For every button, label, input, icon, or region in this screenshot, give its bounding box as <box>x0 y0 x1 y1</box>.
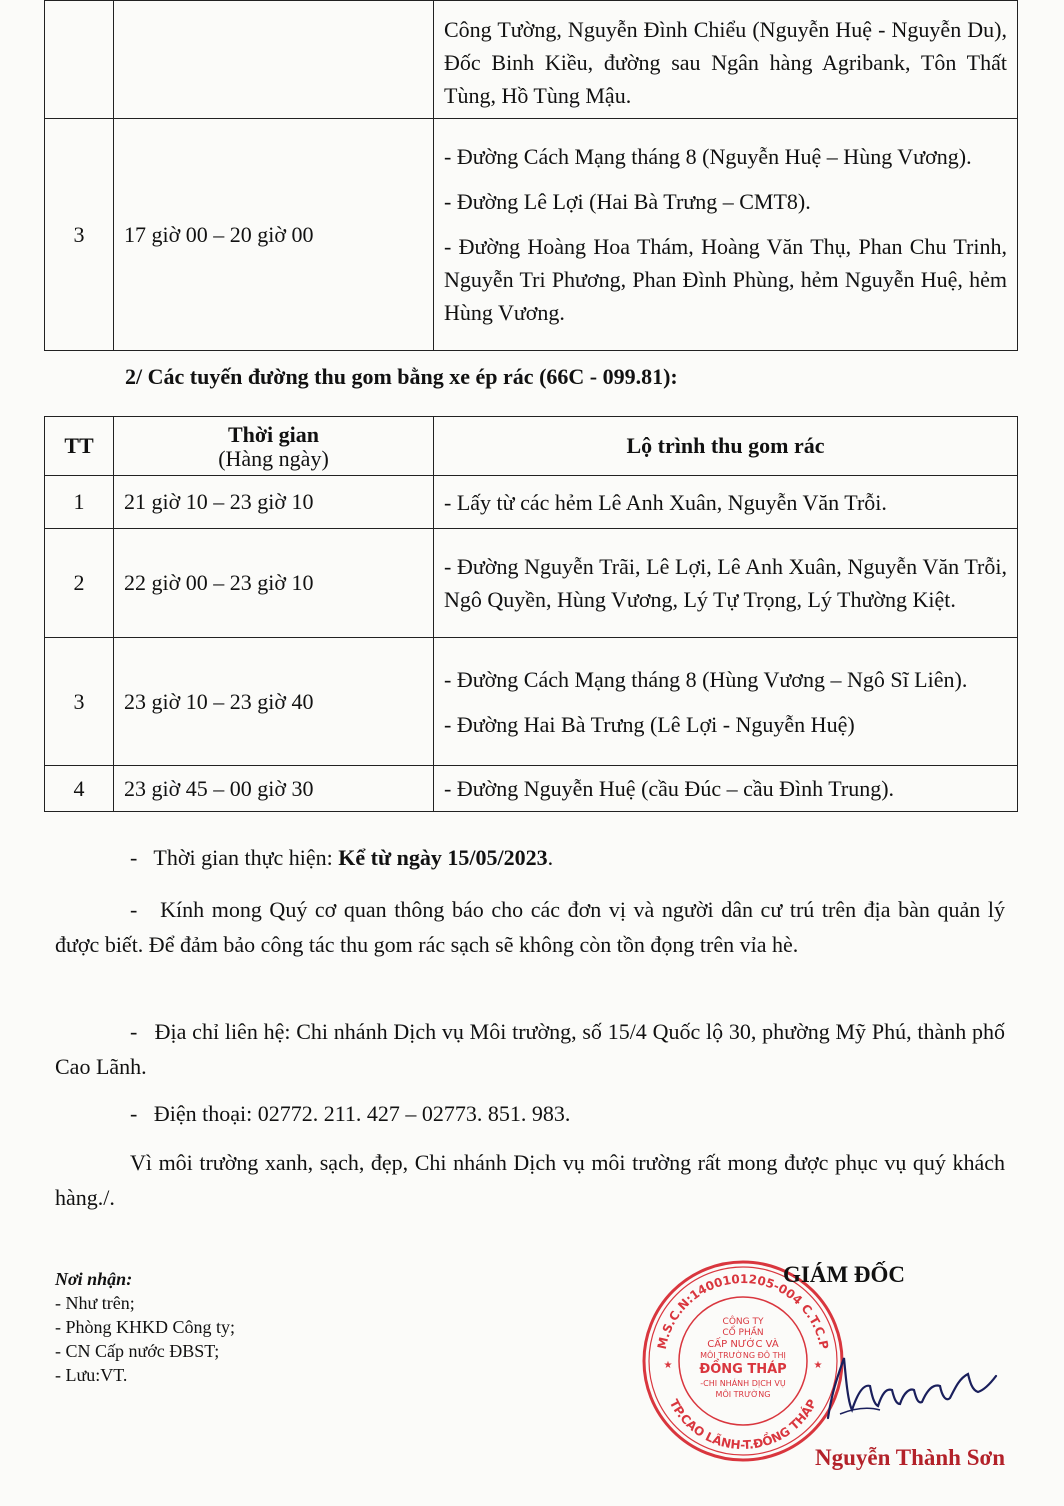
route-cell <box>434 766 1018 812</box>
signer-name: Nguyễn Thành Sơn <box>815 1445 1006 1470</box>
recipients-block <box>55 1267 235 1387</box>
tt-cell: 1 <box>45 476 114 529</box>
recipient-item: - Lưu:VT. <box>55 1365 128 1385</box>
note-phone: - Điện thoại: 02772. 211. 427 – 02773. 851. 983. <box>130 1101 571 1126</box>
route-line: - Đường Nguyễn Trãi, Lê Lợi, Lê Anh Xuân, Nguyễn Văn Trỗi, Ngô Quyền, Hùng Vương, Lý Tự Trọng, Lý Thường Kiệt. <box>444 554 1007 612</box>
table-row <box>45 476 1018 529</box>
header-tt: TT <box>45 417 114 476</box>
seal-line: MÔI TRƯỜNG <box>715 1390 771 1399</box>
time-cell: 21 giờ 10 – 23 giờ 10 <box>114 476 434 529</box>
seal-line: CỔ PHẦN <box>722 1328 764 1338</box>
tt-cell: 3 <box>45 119 114 351</box>
table-row <box>45 529 1018 638</box>
seal-outer-text: M.S.C.N:1400101205-004 C.T.C.P <box>654 1271 832 1351</box>
route-cell <box>434 638 1018 766</box>
handwritten-signature <box>810 1340 1010 1430</box>
seal-line: CÔNG TY <box>722 1317 764 1327</box>
tt-cell: 3 <box>45 638 114 766</box>
route-cell <box>434 1 1018 119</box>
note-effective-suffix: . <box>547 845 554 870</box>
route-line: - Lấy từ các hẻm Lê Anh Xuân, Nguyễn Văn Trỗi. <box>444 489 887 515</box>
route-line: Công Tường, Nguyễn Đình Chiểu (Nguyễn Huệ - Nguyễn Du), Đốc Binh Kiều, đường sau Ngân hàng Agribank, Tôn Thất Tùng, Hồ Tùng Mậu. <box>444 17 1007 108</box>
recipients-title: Nơi nhận: <box>55 1269 133 1289</box>
seal-line: CẤP NƯỚC VÀ <box>707 1339 779 1350</box>
tt-cell <box>45 1 114 119</box>
table-row <box>45 1 1018 119</box>
time-cell: 22 giờ 00 – 23 giờ 10 <box>114 529 434 638</box>
time-cell: 17 giờ 00 – 20 giờ 00 <box>114 119 434 351</box>
note-closing: Vì môi trường xanh, sạch, đẹp, Chi nhánh Dịch vụ môi trường rất mong được phục vụ quý khách hàng./. <box>55 1150 1005 1210</box>
route-table-2 <box>44 416 1018 812</box>
seal-line: ĐỒNG THÁP <box>699 1362 787 1377</box>
seal-line: MÔI TRƯỜNG ĐÔ THỊ <box>700 1351 786 1360</box>
table-row <box>45 638 1018 766</box>
seal-star-icon: ★ <box>663 1360 673 1371</box>
section-title: 2/ Các tuyến đường thu gom bằng xe ép rác (66C - 099.81): <box>125 364 678 389</box>
time-cell: 23 giờ 45 – 00 giờ 30 <box>114 766 434 812</box>
route-line: - Đường Cách Mạng tháng 8 (Nguyễn Huệ – Hùng Vương). <box>444 144 972 169</box>
tt-cell: 4 <box>45 766 114 812</box>
signer-role: GIÁM ĐỐC <box>783 1262 906 1287</box>
header-time-label: Thời gian <box>227 422 320 447</box>
route-line: - Đường Cách Mạng tháng 8 (Hùng Vương – Ngô Sĩ Liên). <box>444 666 968 692</box>
table-row <box>45 119 1018 351</box>
header-time <box>114 417 434 476</box>
table-header-row <box>45 417 1018 476</box>
route-cell <box>434 119 1018 351</box>
tt-cell: 2 <box>45 529 114 638</box>
route-line: - Đường Nguyễn Huệ (cầu Đúc – cầu Đình Trung). <box>444 776 895 801</box>
note-request: - Kính mong Quý cơ quan thông báo cho các đơn vị và người dân cư trú trên địa bàn quản lý được biết. Để đảm bảo công tác thu gom rác sạch sẽ không còn tồn đọng trên vỉa hè. <box>55 897 1011 957</box>
note-effective-value: Kể từ ngày 15/05/2023 <box>338 845 548 870</box>
route-table-1 <box>44 0 1018 351</box>
header-time-sub: (Hàng ngày) <box>218 446 329 471</box>
time-cell: 23 giờ 10 – 23 giờ 40 <box>114 638 434 766</box>
table-row <box>45 766 1018 812</box>
seal-star-icon: ★ <box>813 1360 823 1371</box>
route-line: - Đường Hai Bà Trưng (Lê Lợi - Nguyễn Huệ) <box>444 711 855 737</box>
route-line: - Đường Hoàng Hoa Thám, Hoàng Văn Thụ, Phan Chu Trinh, Nguyễn Tri Phương, Phan Đình Phùng, hẻm Nguyễn Huệ, hẻm Hùng Vương. <box>444 234 1007 325</box>
recipient-item: - CN Cấp nước ĐBST; <box>55 1341 220 1361</box>
time-cell <box>114 1 434 119</box>
note-effective-date <box>55 840 1005 875</box>
seal-line: -CHI NHÁNH DỊCH VỤ <box>700 1379 786 1388</box>
route-line: - Đường Lê Lợi (Hai Bà Trưng – CMT8). <box>444 189 811 214</box>
header-route: Lộ trình thu gom rác <box>434 417 1018 476</box>
recipient-item: - Phòng KHKD Công ty; <box>55 1317 236 1337</box>
recipient-item: - Như trên; <box>55 1293 135 1313</box>
route-cell <box>434 529 1018 638</box>
note-address: - Địa chỉ liên hệ: Chi nhánh Dịch vụ Môi trường, số 15/4 Quốc lộ 30, phường Mỹ Phú, thành phố Cao Lãnh. <box>55 1019 1011 1079</box>
seal-bottom-text: TP.CAO LÃNH-T.ĐỒNG THÁP <box>666 1396 820 1453</box>
note-effective-prefix: - Thời gian thực hiện: <box>130 845 339 870</box>
route-cell <box>434 476 1018 529</box>
